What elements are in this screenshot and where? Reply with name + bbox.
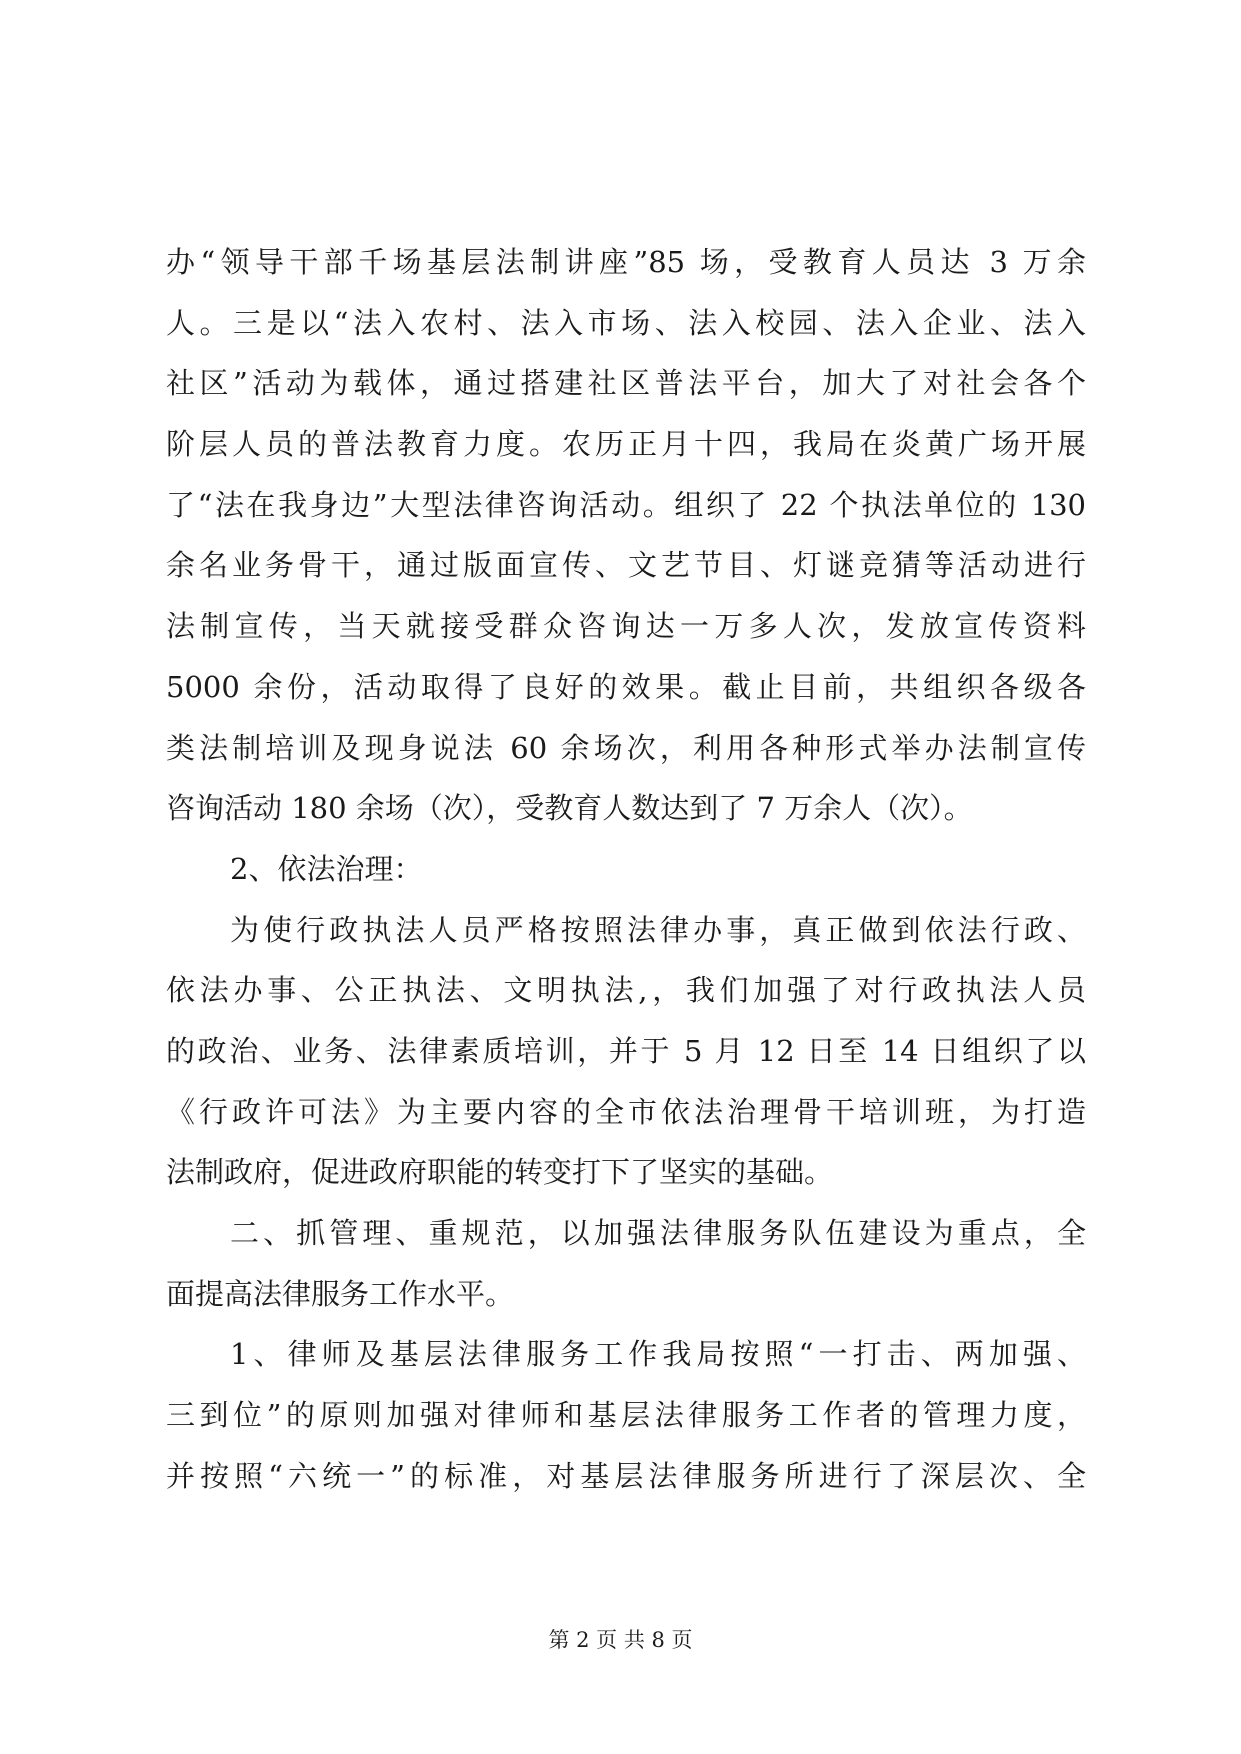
text-line: 咨询活动 180 余场（次），受教育人数达到了 7 万余人（次）。: [166, 791, 973, 826]
text-line: 法制政府，促进政府职能的转变打下了坚实的基础。: [166, 1155, 834, 1190]
text-line: 面提高法律服务工作水平。: [166, 1276, 515, 1311]
text-line: 了“法在我身边”大型法律咨询活动。组织了 22 个执法单位的 130: [166, 487, 1086, 522]
section-heading: 二、抓管理、重规范，以加强法律服务队伍建设为重点，全: [230, 1216, 1086, 1250]
text-line: 三到位”的原则加强对律师和基层法律服务工作者的管理力度，: [166, 1398, 1086, 1433]
text-line: 的政治、业务、法律素质培训，并于 5 月 12 日至 14 日组织了以: [166, 1033, 1086, 1068]
text-line: 5000 余份，活动取得了良好的效果。截止目前，共组织各级各: [166, 669, 1086, 704]
text-line: 阶层人员的普法教育力度。农历正月十四，我局在炎黄广场开展: [166, 427, 1086, 462]
text-line: 1、律师及基层法律服务工作我局按照“一打击、两加强、: [230, 1337, 1086, 1372]
text-line: 并按照“六统一”的标准，对基层法律服务所进行了深层次、全: [166, 1458, 1086, 1493]
text-line: 为使行政执法人员严格按照法律办事，真正做到依法行政、: [230, 912, 1086, 947]
text-line: 依法办事、公正执法、文明执法,，我们加强了对行政执法人员: [166, 973, 1086, 1008]
text-line: 人。三是以“法入农村、法入市场、法入校园、法入企业、法入: [166, 305, 1086, 340]
text-line: 社区”活动为载体，通过搭建社区普法平台，加大了对社会各个: [166, 366, 1086, 401]
text-line: 《行政许可法》为主要内容的全市依法治理骨干培训班，为打造: [166, 1094, 1086, 1129]
page-number-footer: 第 2 页 共 8 页: [548, 1628, 693, 1652]
text-line: 法制宣传，当天就接受群众咨询达一万多人次，发放宣传资料: [166, 609, 1086, 644]
document-body: [166, 232, 1086, 1506]
section-heading: 2、依法治理：: [230, 851, 423, 886]
text-line: 余名业务骨干，通过版面宣传、文艺节目、灯谜竞猜等活动进行: [166, 548, 1086, 583]
text-line: 类法制培训及现身说法 60 余场次，利用各种形式举办法制宣传: [166, 730, 1086, 765]
text-line: 办“领导干部千场基层法制讲座”85 场，受教育人员达 3 万余: [166, 245, 1086, 279]
